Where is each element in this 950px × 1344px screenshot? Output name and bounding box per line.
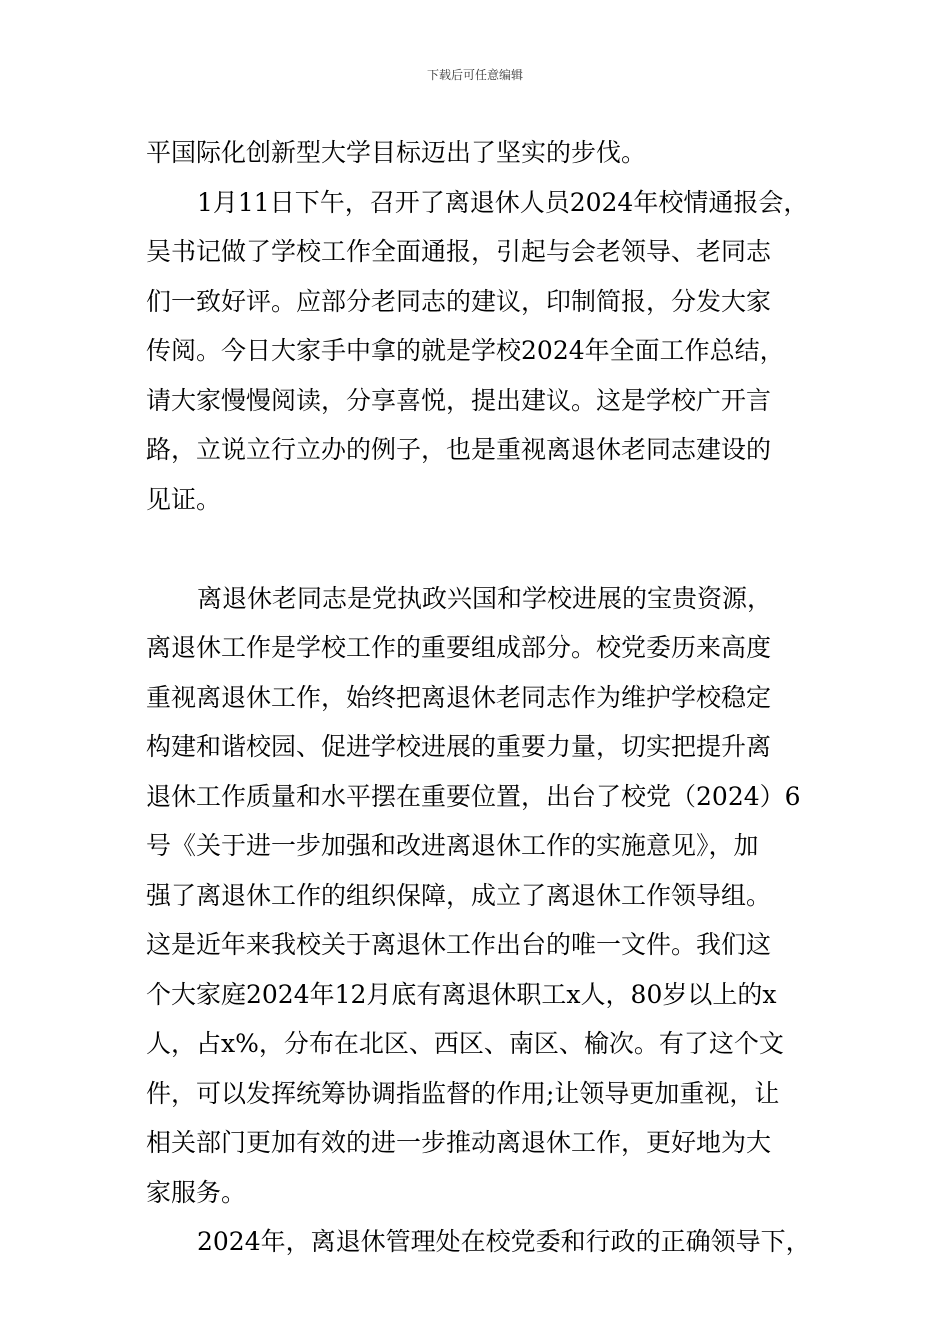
- text-line: 强了离退休工作的组织保障，成立了离退休工作领导组。: [146, 880, 772, 910]
- text-line: 这是近年来我校关于离退休工作出台的唯一文件。我们这: [146, 930, 772, 959]
- text-line: 平国际化创新型大学目标迈出了坚实的步伐。: [146, 138, 647, 167]
- text-line: 们一致好评。应部分老同志的建议，印制简报，分发大家: [146, 286, 772, 316]
- text-line: 人，占x%，分布在北区、西区、南区、榆次。有了这个文: [146, 1029, 784, 1058]
- text-line: 见证。: [146, 484, 222, 514]
- text-line: 退休工作质量和水平摆在重要位置，出台了校党（2024）6: [146, 781, 801, 811]
- paragraph-start-line: 2024年，离退休管理处在校党委和行政的正确领导下，: [197, 1227, 811, 1256]
- text-line: 相关部门更加有效的进一步推动离退休工作，更好地为大: [146, 1128, 772, 1157]
- document-body: [146, 128, 826, 1267]
- text-line: 件，可以发挥统筹协调指监督的作用;让领导更加重视，让: [146, 1078, 780, 1108]
- paragraph-start-line: 离退休老同志是党执政兴国和学校进展的宝贵资源，: [197, 583, 773, 613]
- header-note: 下载后可任意编辑: [426, 68, 523, 82]
- paragraph-start-line: 1月11日下午，召开了离退休人员2024年校情通报会，: [197, 187, 809, 217]
- text-line: 家服务。: [146, 1177, 247, 1207]
- text-line: 号《关于进一步加强和改进离退休工作的实施意见》，加: [146, 831, 759, 860]
- text-line: 吴书记做了学校工作全面通报，引起与会老领导、老同志: [146, 237, 772, 266]
- text-line: 请大家慢慢阅读，分享喜悦，提出建议。这是学校广开言: [146, 385, 772, 415]
- text-line: 离退休工作是学校工作的重要组成部分。校党委历来高度: [146, 633, 772, 662]
- text-line: 传阅。今日大家手中拿的就是学校2024年全面工作总结，: [146, 336, 785, 365]
- text-line: 构建和谐校园、促进学校进展的重要力量，切实把提升离: [146, 732, 772, 761]
- paragraph-gap: [146, 524, 826, 574]
- text-line: 路，立说立行立办的例子，也是重视离退休老同志建设的: [146, 435, 772, 464]
- text-line: 个大家庭2024年12月底有离退休职工x人，80岁以上的x: [146, 979, 777, 1009]
- text-line: 重视离退休工作，始终把离退休老同志作为维护学校稳定: [146, 682, 772, 712]
